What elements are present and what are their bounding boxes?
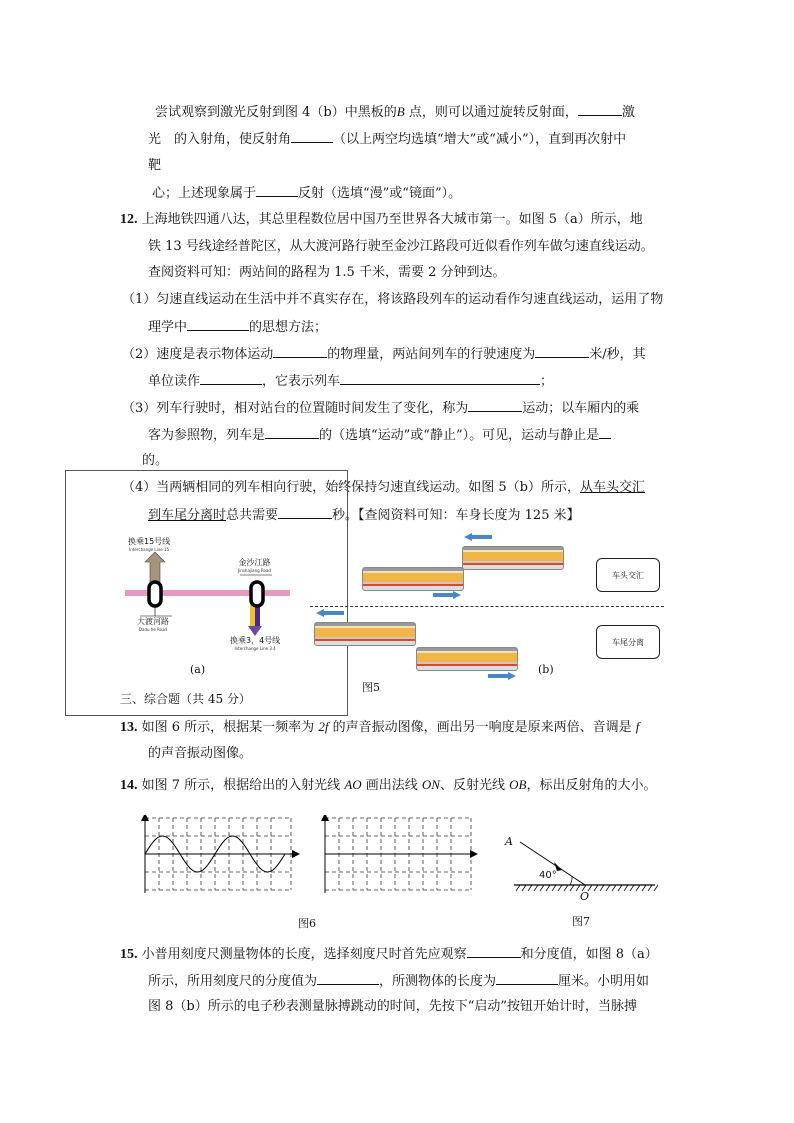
text: OB [509,777,527,792]
arrow-right-icon [488,672,516,680]
answer-blank[interactable] [273,345,327,358]
q12-part1: （1）匀速直线运动在生活中并不真实存在，将该路段列车的运动看作匀速直线运动，运用了物 [122,292,664,307]
q13-line2: 的声音振动图像。 [148,746,253,761]
answer-blank[interactable] [200,372,262,385]
text: ，它表示列车 [262,374,341,389]
fig6-caption: 图6 [298,917,316,930]
text: 如图 6 所示，根据某一频率为 [141,720,319,735]
text: （3）列车行驶时，相对站台的位置随时间发生了变化，称为 [122,401,469,416]
q11-line3: 靶 [148,158,162,173]
text: 激 [621,105,635,120]
text: 从车头交汇 [580,480,646,495]
divider-dashed [310,606,664,607]
question-number: 14. [120,778,138,793]
train-lower-left [314,622,416,646]
text: 金沙江路 [238,558,271,567]
q12-line3: 查阅资料可知：两站间的路程为 1.5 千米，需要 2 分钟到达。 [148,265,506,280]
point-a-label: A [505,835,513,848]
q12-line1 [120,211,643,229]
text: 光 的入射角，使反射角 [148,132,292,147]
q12-part2 [122,345,646,364]
text: ，所测物体的长度为 [379,974,497,989]
answer-blank[interactable] [265,426,319,439]
text: 画出法线 [361,778,422,793]
fig5a-label: (a) [190,663,206,676]
text: 厘米。小明用如 [558,974,650,989]
question-number: 12. [120,212,138,227]
text: 换乘3，4号线 [230,636,281,645]
fig6-wave-graph [140,815,310,895]
q13-line1 [120,718,639,737]
text: 如图 7 所示，根据给出的入射光线 [141,778,345,793]
arrow-up-icon [145,552,165,584]
figure-frame-top [65,470,348,471]
text: Jinshajiang Road [238,568,271,573]
text: ，标出反射角的大小。 [526,778,657,793]
fig6-blank-graph[interactable] [310,815,480,895]
q12-part3-cont [148,426,611,445]
label-jinshajiang [238,557,271,573]
train-upper-left [462,546,564,570]
station-jinshajiang [251,582,263,606]
text: Dadu he Road [138,627,168,632]
text: 和分度值，如图 8（a） [520,947,658,962]
label-dadu-river [137,616,169,632]
text: 心；上述现象属于 [152,186,257,201]
text: B [396,104,405,119]
text: （4）当两辆相同的列车相向行驶，始终保持匀速直线运动。如图 5（b）所示， [122,480,580,495]
answer-blank[interactable] [291,130,333,143]
text: （2）速度是表示物体运动 [122,347,274,362]
q15-line2 [148,972,649,991]
text: 总共需要 [226,508,279,523]
arrow-right-icon [433,591,461,599]
q12-part1-cont [148,318,327,337]
text: 尝试观察到激光反射到图 4（b）中黑板的 [155,105,397,120]
text: 2f [318,719,329,734]
text: ； [540,374,554,389]
answer-blank[interactable] [535,345,589,358]
question-number: 15. [120,947,138,962]
text: 换乘15号线 [128,537,171,546]
section-heading: 三、综合题（共 45 分） [120,692,251,706]
text: 米/秒，其 [589,347,646,362]
text: 的（选填“运动”或“静止”）。可见，运动与静止是 [319,428,600,443]
arrow-left-icon [316,609,344,617]
text: 单位读作 [148,374,201,389]
answer-blank[interactable] [599,426,611,439]
text: 小普用刻度尺测量物体的长度，选择刻度尺时首先应观察 [141,947,467,962]
q11-line4 [152,184,461,203]
q12-part3-end: 的。 [142,453,169,468]
text: AO [344,777,362,792]
q12-part3 [122,399,639,418]
label-interchange-15 [128,536,170,552]
q12-line2: 铁 13 号线途经普陀区，从大渡河路行驶至金沙江路段可近似看作列车做匀速直线运动。 [148,239,654,254]
fig7-caption: 图7 [572,915,590,928]
q15-line1 [120,945,658,964]
question-number: 13. [120,720,138,735]
q12-part2-cont [148,372,553,391]
fig5-caption: 图5 [362,681,380,694]
answer-blank[interactable] [496,972,558,985]
answer-blank[interactable] [256,184,298,197]
text: 的声音振动图像，画出另一响度是原来两倍、音调是 [328,720,636,735]
text: 客为参照物，列车是 [148,428,266,443]
q11-line2 [148,130,626,149]
text: （以上两空均选填“增大”或“减小”），直到再次射中 [333,132,627,147]
q14-line1 [120,776,656,795]
answer-blank[interactable] [317,972,379,985]
q15-line3: 图 8（b）所示的电子秒表测量脉搏跳动的时间，先按下“启动”按钮开始计时，当脉搏 [148,999,638,1014]
angle-label: 40° [539,870,557,881]
text: f [635,719,640,734]
text: 点，则可以通过旋转反射面， [404,105,578,120]
text: 理学中 [148,320,188,335]
station-dadu-river [149,582,161,606]
text: 秒。【查阅资料可知：车身长度为 125 米】 [332,508,580,523]
text: 到车尾分离时 [148,508,227,523]
point-o-label: O [580,890,590,903]
q11-line1 [155,103,635,122]
tag-tails-separate: 车尾分离 [596,625,660,659]
text: 所示，所用刻度尺的分度值为 [148,974,318,989]
answer-blank[interactable] [467,945,521,958]
tag-heads-meet: 车头交汇 [596,558,660,592]
text: ON [421,777,440,792]
text: 的物理量，两站间列车的行驶速度为 [327,347,536,362]
answer-blank[interactable] [468,399,522,412]
answer-blank[interactable] [340,372,540,385]
text: Interchange Line 3.4 [234,646,276,651]
text: 反射（选填“漫”或“镜面”）。 [298,186,462,201]
fig5b-label: (b) [538,663,554,676]
text: 上海地铁四通八达，其总里程数位居中国乃至世界各大城市第一。如图 5（a）所示，地 [141,212,643,227]
answer-blank[interactable] [578,103,622,116]
text: Interchange Line 15 [129,547,170,552]
train-lower-right [416,647,518,671]
text: 大渡河路 [137,617,169,626]
train-upper-right [362,567,464,591]
arrow-left-icon [464,533,492,541]
text: 的思想方法； [249,320,328,335]
answer-blank[interactable] [187,318,249,331]
label-interchange-34 [230,635,280,651]
text: 、反射光线 [439,778,510,793]
text: 运动；以车厢内的乘 [522,401,640,416]
